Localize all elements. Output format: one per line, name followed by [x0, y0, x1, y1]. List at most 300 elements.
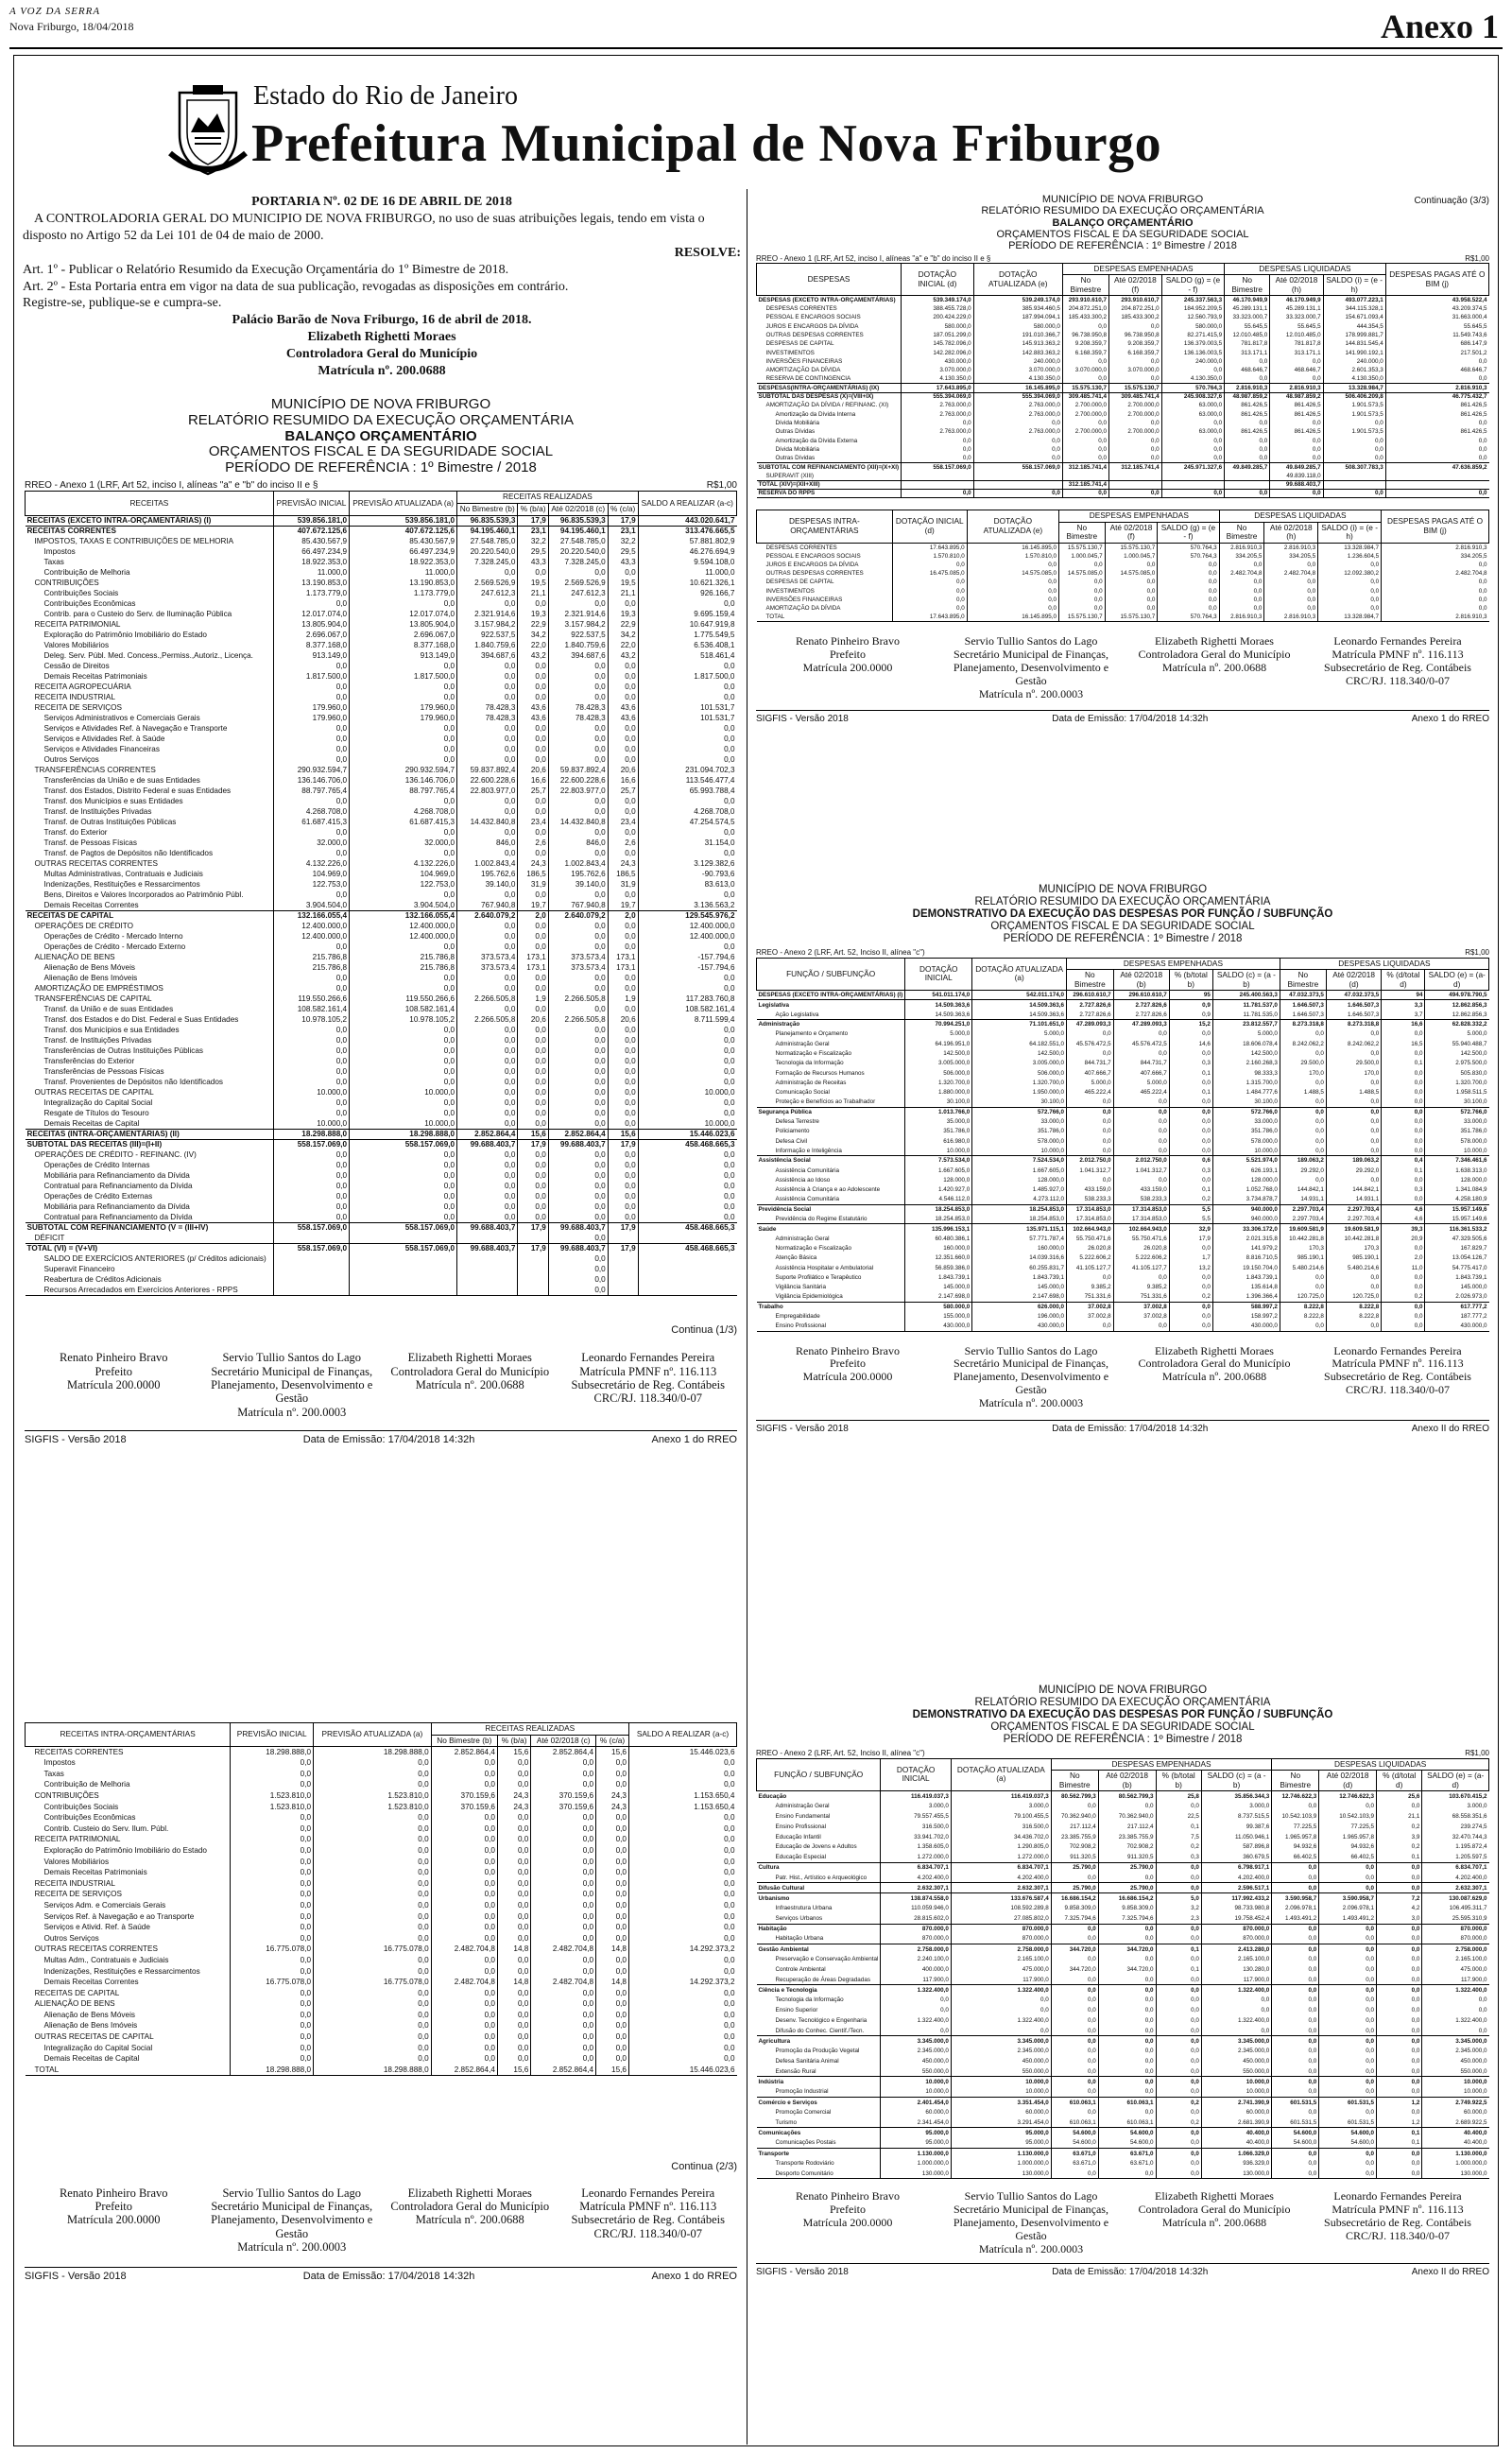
row-label: Transf. de Outras Instituições Públicas	[43, 817, 177, 826]
group-header: DESPESAS EMPENHADAS	[1051, 1758, 1272, 1771]
cell-value: 751.331,6	[1067, 1292, 1114, 1302]
column-header: SALDO (c) = (a - b)	[1201, 1771, 1271, 1791]
cell-value: 370.159,6	[431, 1802, 497, 1813]
cell-value: 0,0	[638, 744, 736, 754]
cell-value: 142.500,0	[1425, 1048, 1489, 1058]
cell-value: 2.165.100,0	[1201, 1954, 1271, 1964]
table-row	[757, 1811, 1489, 1822]
cell-value: 296.610.610,7	[1067, 991, 1114, 1000]
cell-value: 846,0	[457, 838, 518, 848]
cell-value: 558.157.069,0	[273, 1139, 349, 1149]
cell-value: 1.843.739,1	[1212, 1272, 1280, 1282]
cell-value: 204.872.251,0	[1108, 304, 1161, 313]
signatures-2: Renato Pinheiro Bravo Prefeito Matrícula 200.0000 Servio Tullio Santos do Lago Secretário Municipal de Finanças, Planejamento, Desenvolvimento e Gestão Matrícula nº. 200.0003 Elizabeth Righetti Moraes Controladora Geral do Município Matrícula nº. 200.0688 Leonardo Fernandes Pereira Matrícula PMNF nº. 116.113 Subsecretário de Reg. Contábeis CRC/RJ. 118.340/0-07	[59, 2186, 725, 2255]
cell-value: 2.763.000,0	[973, 410, 1062, 419]
cell-value: 0,0	[350, 1201, 457, 1212]
cell-value: 450.000,0	[1422, 2056, 1489, 2066]
cell-value: 29.500,0	[1280, 1059, 1326, 1068]
column-header: FUNÇÃO / SUBFUNÇÃO	[757, 1758, 881, 1791]
cell-value: 10.000,0	[350, 1118, 457, 1129]
cell-value: 0,0	[1272, 1883, 1319, 1893]
cell-value: 5.000,0	[1212, 1029, 1280, 1039]
cell-value: 8.273.318,8	[1280, 1020, 1326, 1029]
cell-value: 0,0	[608, 921, 638, 931]
cell-value: 8.737.515,5	[1201, 1811, 1271, 1822]
cell-value: 0,4	[1382, 1156, 1425, 1166]
table-row	[26, 619, 737, 630]
cell-value: 108.582.161,4	[638, 1004, 736, 1014]
cell-value: 0,0	[314, 1779, 432, 1790]
cell-value: 558.157.069,0	[350, 1243, 457, 1253]
table-row	[757, 2087, 1489, 2098]
cell-value: 29.292,0	[1326, 1166, 1381, 1175]
cell-value: 31,9	[518, 879, 548, 890]
cell-value: 0,0	[1105, 561, 1158, 569]
cell-value: 13.328.984,7	[1318, 543, 1382, 551]
column-header: % (d/total d)	[1382, 970, 1425, 991]
column-header: DOTAÇÃO ATUALIZADA (e)	[973, 263, 1062, 296]
cell-value: 1.488,5	[1326, 1088, 1381, 1097]
cell-value: 0,0	[1062, 437, 1108, 445]
cell-value: 0,0	[273, 848, 349, 858]
cell-value: 10.542.103,9	[1319, 1811, 1377, 1822]
cell-value: 2.700.000,0	[1062, 427, 1108, 436]
portaria-palace: Palácio Barão de Nova Friburgo, 16 de abril de 2018.	[232, 313, 532, 328]
cell-value: 0,0	[518, 1004, 548, 1014]
cell-value: 0,0	[1319, 1975, 1377, 1985]
cell-value: 0,0	[892, 604, 967, 613]
cell-value: 185.433.300,2	[1062, 313, 1108, 321]
cell-value: 1.950.000,0	[972, 1088, 1067, 1097]
cell-value	[273, 1274, 349, 1285]
signature-controladora: Elizabeth Righetti Moraes Controladora Geral do Município Matrícula nº. 200.0688	[390, 1351, 550, 1391]
cell-value: 0,0	[273, 1170, 349, 1181]
cell-value: 1.958.511,5	[1425, 1088, 1489, 1097]
cell-value: 870.000,0	[1201, 1934, 1271, 1944]
row-label: TOTAL	[765, 614, 785, 621]
cell-value: 0,0	[548, 983, 608, 994]
row-label: INVESTIMENTOS	[765, 587, 815, 595]
cell-value: 0,0	[1098, 2026, 1156, 2036]
cell-value: 136.146.706,0	[350, 775, 457, 786]
cell-value: 215.786,8	[350, 962, 457, 973]
table-row	[757, 1166, 1489, 1175]
table-row	[26, 1285, 737, 1295]
row-label: Demais Receitas Correntes	[43, 1978, 139, 1987]
table-row	[757, 1924, 1489, 1934]
cell-value: 0,0	[1377, 2107, 1422, 2117]
cell-value: 117.900,0	[1201, 1975, 1271, 1985]
table-row	[757, 1883, 1489, 1893]
cell-value: 0,0	[596, 2031, 629, 2043]
cell-value: 5.480.214,6	[1326, 1263, 1381, 1272]
column-header: DOTAÇÃO ATUALIZADA (a)	[951, 1758, 1051, 1791]
cell-value: 14.292.373,2	[628, 1944, 736, 1955]
signature-prefeito: Renato Pinheiro Bravo Prefeito Matrícula 200.0000	[59, 1351, 168, 1391]
cell-value: 0,0	[638, 1077, 736, 1087]
cell-value: 0,0	[518, 723, 548, 734]
cell-value: 0,0	[497, 1933, 530, 1944]
cell-value: 0,0	[457, 1108, 518, 1118]
cell-value: 309.485.741,4	[1062, 392, 1108, 401]
cell-value: 0,0	[273, 1181, 349, 1191]
cell-value: 14,8	[596, 1944, 629, 1955]
row-label: Operações de Crédito Externas	[43, 1191, 153, 1201]
cell-value: 6.798.917,1	[1201, 1862, 1271, 1873]
row-label: Transferências do Exterior	[43, 1056, 135, 1065]
cell-value: 1.646.507,3	[1280, 1010, 1326, 1019]
cell-value: 0,0	[638, 1066, 736, 1077]
column-header: No Bimestre	[1062, 275, 1108, 296]
cell-value: 0,0	[531, 1867, 596, 1878]
cell-value: 0,0	[973, 437, 1062, 445]
cell-value: 178.999.881,7	[1323, 331, 1385, 339]
cell-value: 20,6	[608, 765, 638, 775]
cell-value: 0,0	[638, 1201, 736, 1212]
row-label: Dívida Mobiliária	[775, 445, 820, 453]
table-row	[757, 1204, 1489, 1214]
cell-value: 0,0	[1051, 2169, 1098, 2179]
cell-value: 0,0	[314, 2053, 432, 2065]
cell-value: 0,0	[1326, 1078, 1381, 1087]
cell-value: 3.070.000,0	[1108, 366, 1161, 374]
table-row	[757, 2149, 1489, 2159]
cell-value: 0,0	[518, 921, 548, 931]
cell-value: 10.000,0	[1422, 2077, 1489, 2087]
cell-value: 2.632.307,1	[1422, 1883, 1489, 1893]
column-header: DESPESAS INTRA-ORÇAMENTÁRIAS	[757, 510, 893, 544]
column-header: No Bimestre	[1272, 1771, 1319, 1791]
cell-value: 0,0	[457, 734, 518, 744]
cell-value: 3,9	[1377, 1832, 1422, 1842]
cell-value: 1.523.810,0	[231, 1790, 314, 1802]
cell-value: 13,2	[1169, 1263, 1212, 1272]
table-row	[26, 671, 737, 682]
table-row	[757, 1311, 1489, 1321]
cell-value: 1.320.700,0	[972, 1078, 1067, 1087]
cell-value: 43,3	[518, 557, 548, 567]
cell-value: 1.000.000,0	[951, 2158, 1051, 2169]
cell-value: 0,0	[548, 1274, 608, 1285]
row-label: Multas Administrativas, Contratuais e Judiciais	[43, 869, 203, 878]
cell-value: 1.322.400,0	[1201, 1985, 1271, 1996]
cell-value: 0,0	[1270, 357, 1323, 366]
cell-value: 0,0	[1272, 1801, 1319, 1811]
cell-value: 15.446.023,6	[638, 1129, 736, 1139]
cell-value: 686.147,9	[1385, 339, 1488, 348]
cell-value: 0,0	[1098, 1801, 1156, 1811]
cell-value: 580.000,0	[905, 1302, 972, 1311]
cell-value: 10.000,0	[951, 2077, 1051, 2087]
table-row	[757, 1272, 1489, 1282]
portaria-resolve: RESOLVE:	[674, 245, 741, 260]
row-label: Recursos Arrecadados em Exercícios Anteriores - RPPS	[43, 1285, 238, 1294]
cell-value: 33.000,0	[972, 1117, 1067, 1127]
cell-value: 14.575.085,0	[1058, 569, 1105, 578]
cell-value: 0,0	[314, 1900, 432, 1911]
cell-value: 0,0	[638, 1181, 736, 1191]
cell-value	[638, 1233, 736, 1243]
cell-value: 99.688.403,7	[548, 1139, 608, 1149]
cell-value: 22.600.228,6	[548, 775, 608, 786]
cell-value: 10.000,0	[1201, 2077, 1271, 2087]
cell-value: 0,0	[596, 1998, 629, 2010]
cell-value: 2,3	[1156, 1913, 1201, 1924]
cell-value: 17,9	[518, 1139, 548, 1149]
table-row	[26, 858, 737, 869]
cell-value: 0,0	[1161, 489, 1224, 497]
cell-value: 0,2	[1377, 1842, 1422, 1853]
cell-value: 18.298.888,0	[350, 1129, 457, 1139]
cell-value: 0,0	[1098, 1934, 1156, 1944]
cell-value: 0,0	[1219, 596, 1264, 604]
row-label: SALDO DE EXERCÍCIOS ANTERIORES (p/ Créditos adicionais)	[43, 1253, 266, 1263]
cell-value: 108.592.289,8	[951, 1903, 1051, 1913]
cell-value: 0,0	[1385, 375, 1488, 384]
column-header: Até 02/2018 (d)	[1319, 1771, 1377, 1791]
cell-value: 0,0	[1272, 2047, 1319, 2057]
cell-value: 0,0	[518, 890, 548, 900]
cell-value: 240.000,0	[1161, 357, 1224, 366]
cell-value: 344.720,0	[1098, 1964, 1156, 1975]
row-label: Promoção da Produção Vegetal	[775, 2048, 860, 2055]
cell-value: 570.764,3	[1158, 614, 1219, 622]
cell-value: 0,0	[548, 1056, 608, 1066]
cell-value: 558.157.069,0	[902, 462, 974, 471]
cell-value: 13.190.853,0	[273, 578, 349, 588]
cell-value: 0,0	[638, 848, 736, 858]
cell-value: 400.000,0	[881, 1964, 952, 1975]
cell-value: 0,0	[231, 2010, 314, 2021]
cell-value: 0,3	[1156, 1852, 1201, 1862]
cell-value: 0,0	[1382, 1283, 1425, 1292]
cell-value: 0,0	[967, 578, 1058, 586]
cell-value: 4,6	[1382, 1214, 1425, 1223]
table-row	[26, 838, 737, 848]
cell-value: 0,0	[548, 1046, 608, 1056]
row-label: Dívida Mobiliária	[775, 420, 820, 427]
cell-value: 0,0	[1382, 1048, 1425, 1058]
cell-value: 5.222.606,2	[1113, 1253, 1169, 1263]
cell-value: 240.000,0	[973, 357, 1062, 366]
cell-value: 0,0	[431, 1998, 497, 2010]
cell-value: 77.225,5	[1272, 1822, 1319, 1832]
cell-value: 0,0	[518, 744, 548, 754]
cell-value: 0,0	[350, 1160, 457, 1170]
cell-value	[457, 1253, 518, 1264]
cell-value: 2.482.704,8	[531, 1944, 596, 1955]
cell-value: 0,0	[608, 744, 638, 754]
cell-value: 5,0	[1156, 1893, 1201, 1904]
row-label: Desenv. Tecnológico e Engenharia	[775, 2016, 868, 2024]
cell-value: 2.266.505,8	[548, 994, 608, 1004]
cell-value: 0,0	[1051, 2005, 1098, 2015]
cell-value: 16.475.085,0	[892, 569, 967, 578]
cell-value: 15,6	[497, 1747, 530, 1758]
cell-value: 32,2	[608, 536, 638, 546]
cell-value: 0,0	[531, 1834, 596, 1845]
cell-value: 12.862.856,3	[1425, 1000, 1489, 1010]
cell-value: 0,1	[1156, 1944, 1201, 1955]
cell-value: 0,0	[1158, 604, 1219, 613]
cell-value: 0,0	[892, 561, 967, 569]
row-label: Serviços Ref. à Navegação e ao Transporte	[43, 1911, 195, 1921]
cell-value: 55.750.471,6	[1067, 1234, 1114, 1243]
cell-value: 0,0	[881, 2005, 952, 2015]
cell-value: 0,0	[1382, 1029, 1425, 1039]
cell-value: 2.482.704,8	[431, 1944, 497, 1955]
cell-value: 2.816.910,3	[1382, 614, 1489, 622]
column-header: % (b/a)	[497, 1735, 530, 1747]
cell-value: 0,0	[1156, 1954, 1201, 1964]
cell-value: 0,0	[1051, 2077, 1098, 2087]
cell-value: 0,0	[273, 1108, 349, 1118]
cell-value: 0,0	[457, 806, 518, 817]
cell-value: 0,0	[350, 744, 457, 754]
cell-value	[350, 1274, 457, 1285]
cell-value: 17,9	[608, 1243, 638, 1253]
cell-value: 0,0	[548, 1285, 608, 1295]
cell-value: 136.136.003,5	[1161, 349, 1224, 357]
row-label: Integralização do Capital Social	[43, 1097, 153, 1107]
row-label: Contratual para Refinanciamento da Dívida	[43, 1181, 193, 1190]
row-label: Vigilância Sanitária	[775, 1284, 826, 1291]
cell-value: 0,0	[1272, 1934, 1319, 1944]
cell-value: 2.640.079,2	[457, 910, 518, 921]
cell-value: 0,0	[1113, 1272, 1169, 1282]
cell-value: 4,6	[1382, 1204, 1425, 1214]
table-row	[26, 1910, 737, 1922]
cell-value: 0,0	[1382, 1175, 1425, 1184]
cell-value: 0,0	[1377, 1944, 1422, 1955]
cell-value: 128.000,0	[1425, 1175, 1489, 1184]
cell-value: 14.509.363,6	[972, 1010, 1067, 1019]
cell-value: 195.762,6	[548, 869, 608, 879]
cell-value: 10.978.105,2	[273, 1014, 349, 1025]
cell-value	[350, 1233, 457, 1243]
cell-value: 15.446.023,6	[628, 2065, 736, 2076]
cell-value: 0,0	[1323, 437, 1385, 445]
cell-value: 0,0	[273, 598, 349, 609]
cell-value: 870.000,0	[1422, 1924, 1489, 1934]
cell-value: 1.843.739,1	[905, 1272, 972, 1282]
cell-value: 0,0	[273, 942, 349, 952]
cell-value: 0,0	[350, 1035, 457, 1046]
cell-value: 138.874.558,0	[881, 1893, 952, 1904]
cell-value: 0,0	[608, 1212, 638, 1222]
cell-value: 0,0	[1098, 2087, 1156, 2098]
cell-value: 506.000,0	[972, 1068, 1067, 1078]
cell-value: 0,0	[628, 1933, 736, 1944]
cell-value: 22.803.977,0	[457, 786, 518, 796]
cell-value: 0,0	[518, 671, 548, 682]
cell-value: 0,0	[231, 1845, 314, 1857]
cell-value: 43,6	[608, 713, 638, 723]
row-label: Exploração do Patrimônio Imobiliário do Estado	[43, 1845, 207, 1855]
continue-note: Continua (1/3)	[671, 1323, 737, 1336]
cell-value: 0,0	[1105, 587, 1158, 596]
row-label: Demais Receitas Patrimoniais	[43, 671, 147, 681]
cell-value: 0,0	[1272, 2107, 1319, 2117]
cell-value: 23,4	[518, 817, 548, 827]
cell-value: 0,0	[231, 1812, 314, 1823]
cell-value: 293.910.610,7	[1062, 296, 1108, 304]
cell-value: 2.727.826,6	[1067, 1010, 1114, 1019]
table-row	[757, 392, 1489, 401]
cell-value: 2.482.704,8	[431, 1977, 497, 1988]
cell-value: 0,0	[892, 587, 967, 596]
cell-value: 0,0	[273, 1066, 349, 1077]
cell-value: 0,0	[350, 598, 457, 609]
cell-value: 0,0	[638, 1108, 736, 1118]
cell-value: 19,7	[608, 900, 638, 910]
cell-value: 2.240.100,0	[881, 1954, 952, 1964]
table-row	[26, 1181, 737, 1191]
cell-value: 539.249.174,0	[973, 296, 1062, 304]
cell-value: 43.209.374,5	[1385, 304, 1488, 313]
cell-value: 4.202.400,0	[881, 1873, 952, 1883]
row-label: Ensino Fundamental	[775, 1813, 831, 1821]
cell-value: 122.753,0	[273, 879, 349, 890]
report-footer-5: SIGFIS - Versão 2018 Data de Emissão: 17/04/2018 14:32h Anexo II do RREO	[756, 2263, 1489, 2278]
table-row	[26, 1955, 737, 1966]
cell-value: 0,0	[273, 1077, 349, 1087]
cell-value: 0,0	[1169, 1107, 1212, 1116]
portaria-closing: Registre-se, publique-se e cumpra-se.	[23, 296, 222, 311]
table-row	[26, 1160, 737, 1170]
table-row	[757, 296, 1489, 304]
cell-value	[638, 1264, 736, 1274]
cell-value: 0,0	[457, 827, 518, 838]
row-label: TOTAL (XIV)=(XII+XIII)	[757, 480, 902, 489]
cell-value: 46.276.694,9	[638, 546, 736, 557]
table-row	[757, 1175, 1489, 1184]
cell-value: 0,0	[1377, 1934, 1422, 1944]
cell-value: 0,0	[1280, 1175, 1326, 1184]
table-row	[26, 1077, 737, 1087]
row-label: Segurança Pública	[757, 1107, 905, 1116]
cell-value: 0,0	[1385, 357, 1488, 366]
table-row	[757, 1127, 1489, 1136]
cell-value: 7.325.794,6	[1098, 1913, 1156, 1924]
cell-value: 0,0	[608, 827, 638, 838]
cell-value: 3.904.504,0	[273, 900, 349, 910]
cell-value: 15.957.149,6	[1425, 1204, 1489, 1214]
column-header: Até 02/2018 (f)	[1108, 275, 1161, 296]
cell-value: 20,6	[608, 1014, 638, 1025]
row-label: DESPESAS CORRENTES	[765, 544, 837, 551]
cell-value: 46.170.949,9	[1270, 296, 1323, 304]
cell-value: 10.647.919,8	[638, 619, 736, 630]
cell-value: 4.202.400,0	[1201, 1873, 1271, 1883]
cell-value: 0,0	[548, 1066, 608, 1077]
cell-value: 0,0	[548, 692, 608, 702]
cell-value: 0,0	[1385, 445, 1488, 454]
balanco-title: BALANÇO ORÇAMENTÁRIO	[284, 427, 477, 444]
cell-value: 170,0	[1280, 1068, 1326, 1078]
cell-value: 12.017.074,0	[273, 609, 349, 619]
cell-value: 0,0	[608, 1077, 638, 1087]
cell-value: 1.396.366,4	[1212, 1292, 1280, 1302]
cell-value: 0,0	[1264, 587, 1318, 596]
table-row	[757, 472, 1489, 480]
cell-value: 0,2	[1156, 2098, 1201, 2108]
cell-value: 0,0	[457, 682, 518, 692]
cell-value: 0,0	[1422, 2005, 1489, 2015]
cell-value: 0,0	[1058, 587, 1105, 596]
row-label: Indenizações, Restituições e Ressarcimentos	[43, 1966, 200, 1976]
cell-value: 245.400.563,3	[1212, 991, 1280, 1000]
